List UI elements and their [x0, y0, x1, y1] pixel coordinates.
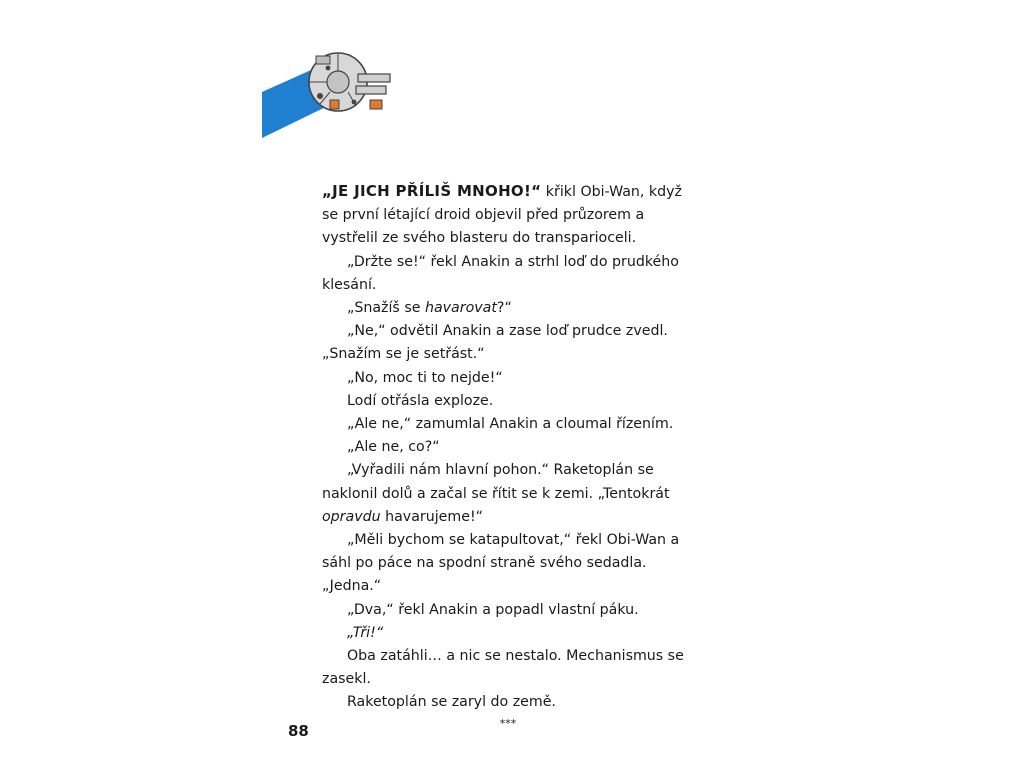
paragraph: „Ale ne,“ zamumlal Anakin a cloumal řízením.	[347, 416, 674, 433]
page-number: 88	[288, 722, 309, 740]
chapter-lead: „JE JICH PŘÍLIŠ MNOHO!“	[322, 182, 542, 200]
paragraph: „Dva,“ řekl Anakin a popadl vlastní páku.	[347, 601, 639, 618]
paragraph: „Ale ne, co?“	[347, 439, 440, 456]
paragraph: „Vyřadili nám hlavní pohon.“ Raketoplán se naklonil dolů a začal se řítit se k zemi. „Tentokrát opravdu havarujeme!“	[322, 462, 670, 525]
paragraph: „Držte se!“ řekl Anakin a strhl loď do prudkého klesání.	[322, 253, 679, 293]
paragraph: Lodí otřásla exploze.	[347, 392, 494, 409]
paragraph: „Snažíš se havarovat?“	[347, 300, 512, 317]
paragraph: Raketoplán se zaryl do země.	[347, 694, 556, 711]
scene-break: ***	[499, 716, 517, 730]
paragraph: „Měli bychom se katapultovat,“ řekl Obi-Wan a sáhl po páce na spodní straně svého sedadla. „Jedna.“	[322, 532, 680, 595]
paragraph: Oba zatáhli… a nic se nestalo. Mechanismus se zasekl.	[322, 648, 684, 688]
spaceship-icon	[309, 53, 390, 111]
story-text	[322, 180, 694, 733]
paragraph: „Tři!“	[347, 624, 384, 641]
paragraph: „No, moc ti to nejde!“	[347, 369, 503, 386]
spaceship-illustration	[258, 44, 408, 144]
paragraph: „JE JICH PŘÍLIŠ MNOHO!“ křikl Obi-Wan, když se první létající droid objevil před průzorem a vystřelil ze svého blasteru do transparioceli.	[322, 182, 682, 247]
paragraph: „Ne,“ odvětil Anakin a zase loď prudce zvedl. „Snažím se je setřást.“	[322, 323, 668, 363]
